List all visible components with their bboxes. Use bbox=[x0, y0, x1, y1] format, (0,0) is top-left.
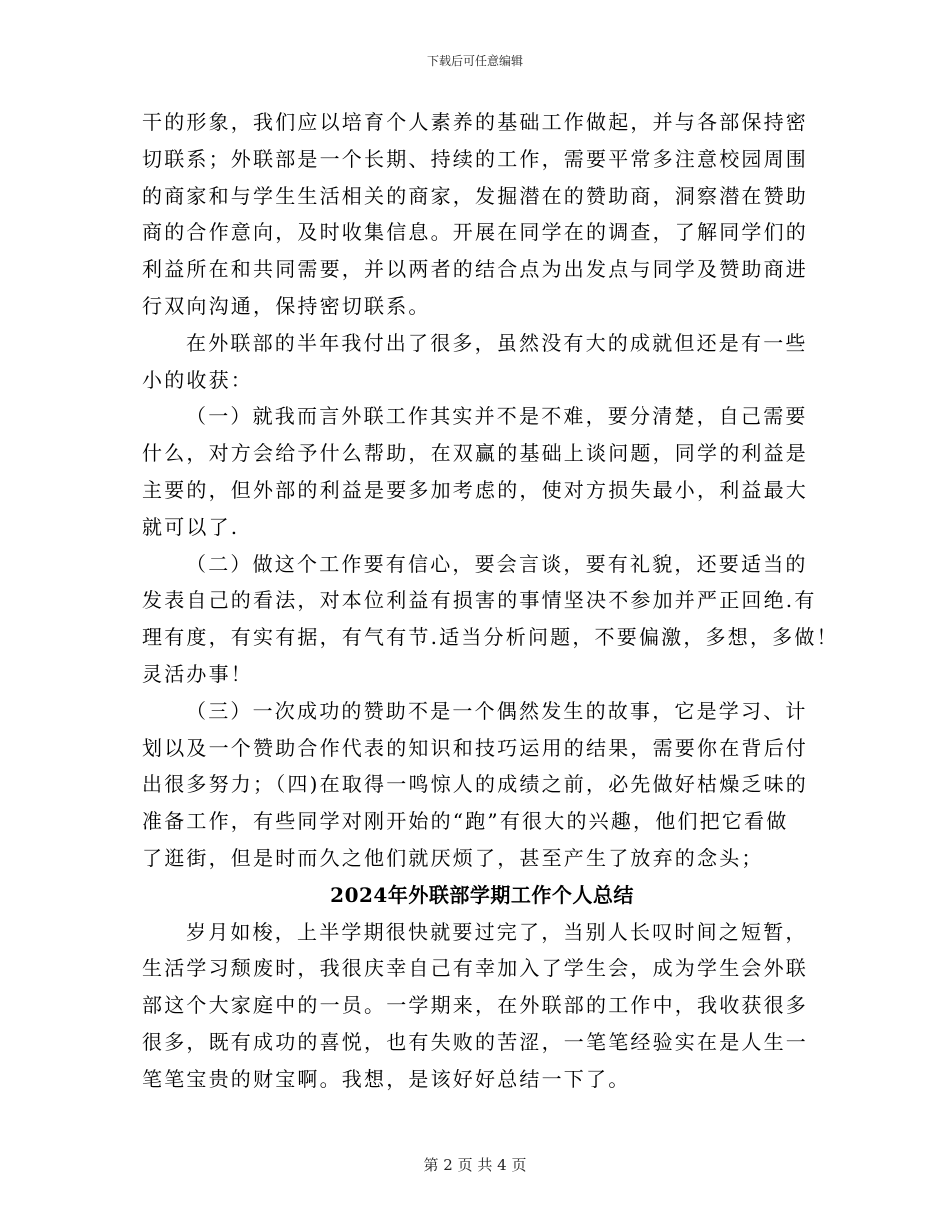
section-title: 2024年外联部学期工作个人总结 bbox=[330, 882, 634, 907]
text-line: 准备工作，有些同学对刚开始的“跑”有很大的兴趣，他们把它看做 bbox=[142, 809, 789, 834]
text-line: 在外联部的半年我付出了很多，虽然没有大的成就但还是有一些 bbox=[186, 330, 808, 355]
text-line: 笔笔宝贵的财宝啊。我想，是该好好总结一下了。 bbox=[142, 1066, 631, 1091]
text-line: 什么，对方会给予什么帮助，在双赢的基础上谈问题，同学的利益是 bbox=[142, 441, 808, 466]
text-line: 很多，既有成功的喜悦，也有失败的苦涩，一笔笔经验实在是人生一 bbox=[142, 1029, 808, 1054]
text-line: 商的合作意向，及时收集信息。开展在同学在的调查，了解同学们的 bbox=[142, 220, 808, 245]
text-line: 了逛街，但是时而久之他们就厌烦了，甚至产生了放弃的念头； bbox=[142, 845, 764, 870]
text-line: 出很多努力；（四)在取得一鸣惊人的成绩之前，必先做好枯燥乏味的 bbox=[142, 772, 809, 797]
text-line: （三）一次成功的赞助不是一个偶然发生的故事，它是学习、计 bbox=[186, 698, 808, 723]
text-line: （二）做这个工作要有信心，要会言谈，要有礼貌，还要适当的 bbox=[186, 551, 808, 576]
paragraph-group-2 bbox=[142, 914, 822, 1098]
text-line: 切联系；外联部是一个长期、持续的工作，需要平常多注意校园周围 bbox=[142, 146, 808, 171]
text-line: 干的形象，我们应以培育个人素养的基础工作做起，并与各部保持密 bbox=[142, 110, 808, 134]
text-line: 小的收获： bbox=[142, 367, 253, 392]
text-line: 理有度，有实有据，有气有节.适当分析问题，不要偏激，多想，多做！ bbox=[142, 625, 839, 650]
page-number-footer: 第 2 页 共 4 页 bbox=[423, 1156, 527, 1174]
text-line: 主要的，但外部的利益是要多加考虑的，使对方损失最小，利益最大 bbox=[142, 477, 808, 502]
text-line: 岁月如梭，上半学期很快就要过完了，当别人长叹时间之短暂， bbox=[186, 919, 808, 944]
text-line: （一）就我而言外联工作其实并不是不难，要分清楚，自己需要 bbox=[186, 404, 808, 429]
text-line: 行双向沟通，保持密切联系。 bbox=[142, 293, 431, 318]
page-header: 下载后可任意编辑 bbox=[426, 54, 523, 68]
text-line: 发表自己的看法，对本位利益有损害的事情坚决不参加并严正回绝.有 bbox=[142, 588, 817, 613]
text-line: 生活学习颓废时，我很庆幸自己有幸加入了学生会，成为学生会外联 bbox=[142, 956, 808, 981]
text-line: 划以及一个赞助合作代表的知识和技巧运用的结果，需要你在背后付 bbox=[142, 735, 808, 760]
document-body bbox=[142, 104, 839, 1098]
text-line: 灵活办事！ bbox=[142, 661, 253, 686]
text-line: 的商家和与学生生活相关的商家，发掘潜在的赞助商，洞察潜在赞助 bbox=[142, 183, 808, 208]
text-line: 就可以了. bbox=[142, 514, 240, 539]
text-line: 部这个大家庭中的一员。一学期来，在外联部的工作中，我收获很多 bbox=[142, 993, 808, 1018]
text-line: 利益所在和共同需要，并以两者的结合点为出发点与同学及赞助商进 bbox=[142, 257, 808, 282]
paragraph-group-1 bbox=[142, 104, 839, 877]
